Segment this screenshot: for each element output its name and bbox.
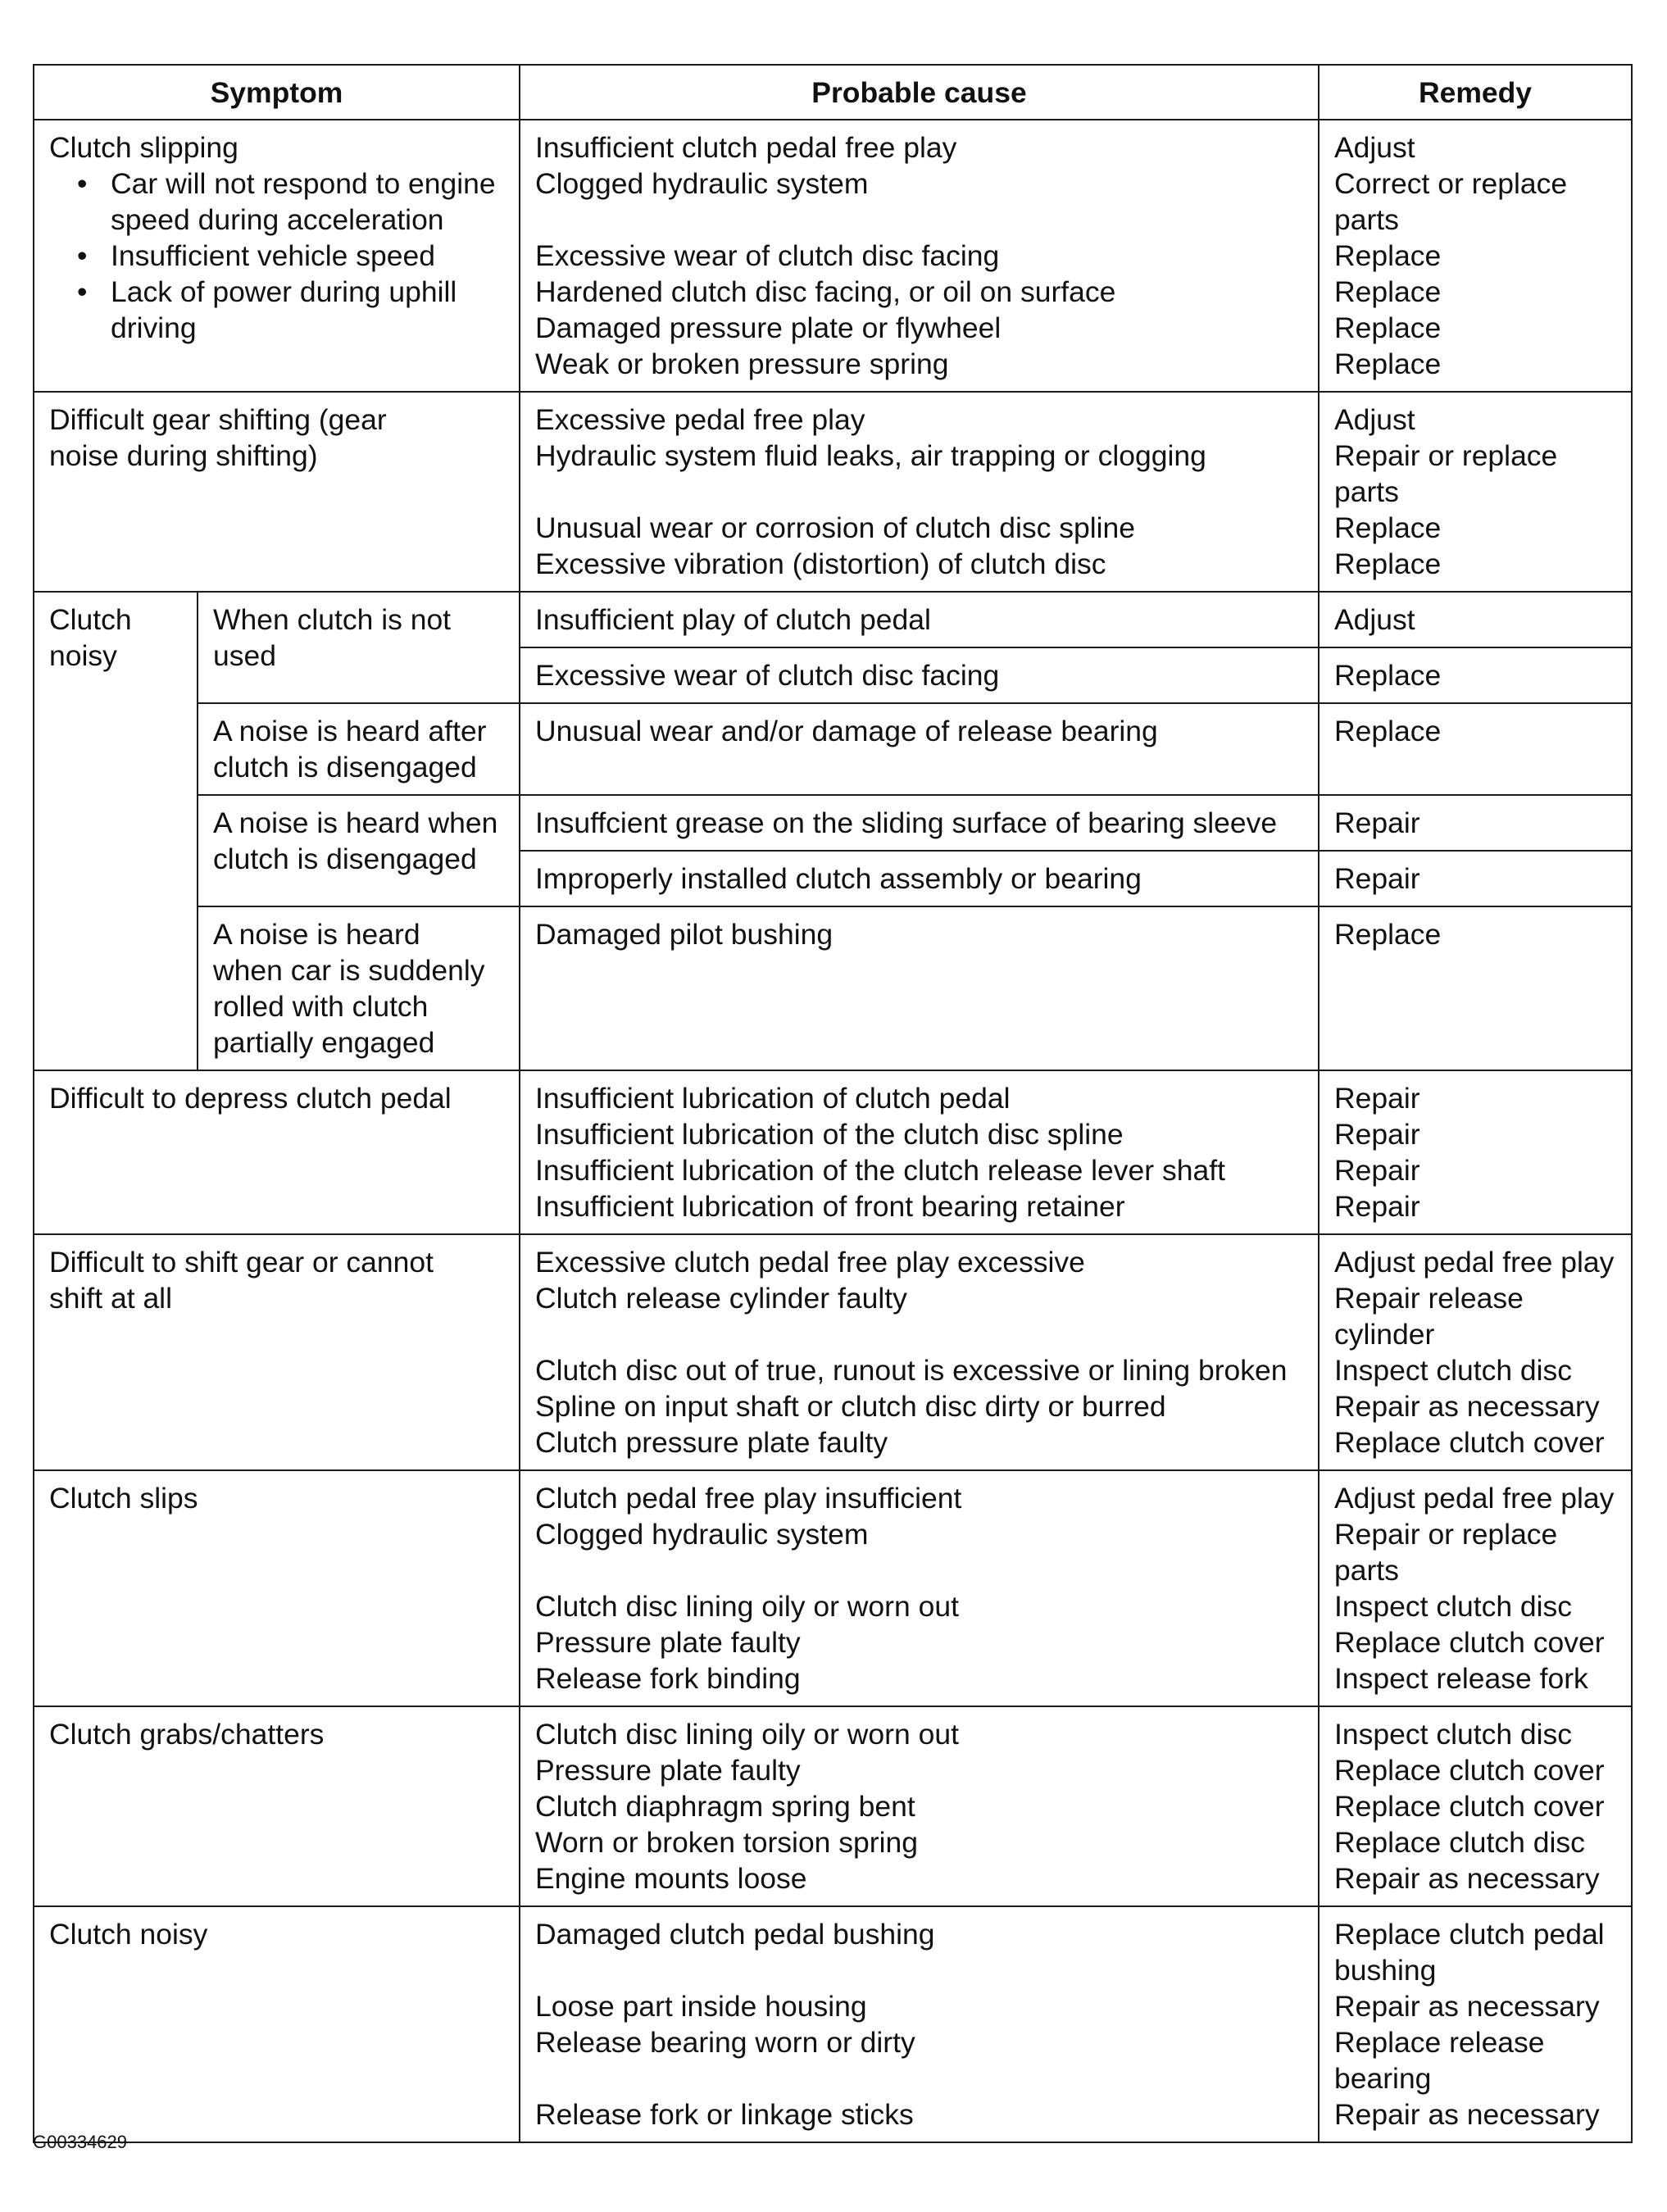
cause-line: Engine mounts loose <box>535 1862 807 1895</box>
header-symptom: Symptom <box>34 65 520 120</box>
remedy-line: Inspect clutch disc <box>1334 1590 1573 1623</box>
cause-line: Pressure plate faulty <box>535 1754 801 1787</box>
spacer <box>535 1952 1303 1988</box>
cause-line: Damaged pressure plate or flywheel <box>535 311 1002 344</box>
remedy-line: Repair <box>1334 1118 1420 1151</box>
cause-cell: Excessive wear of clutch disc facing <box>520 647 1319 703</box>
symptom-line: Difficult to depress clutch pedal <box>49 1082 452 1115</box>
remedy-line: parts <box>1334 475 1399 508</box>
condition-line: clutch is disengaged <box>213 843 477 875</box>
cause-cell: Improperly installed clutch assembly or bearing <box>520 851 1319 906</box>
remedy-cell <box>1319 392 1632 592</box>
header-remedy: Remedy <box>1319 65 1632 120</box>
symptom-line: Clutch <box>49 603 132 636</box>
condition-cell <box>198 592 520 703</box>
cause-cell: Damaged pilot bushing <box>520 906 1319 1070</box>
symptom-cell <box>34 1470 520 1706</box>
remedy-line: Replace clutch cover <box>1334 1790 1605 1823</box>
symptom-bullet-list <box>49 166 504 346</box>
condition-cell <box>198 795 520 906</box>
cause-line: Excessive wear of clutch disc facing <box>535 239 1000 272</box>
remedy-line: cylinder <box>1334 1318 1435 1351</box>
remedy-line: Replace clutch cover <box>1334 1426 1605 1459</box>
table-row-clutch-grabs <box>34 1706 1632 1906</box>
cause-line: Weak or broken pressure spring <box>535 347 949 380</box>
cause-line: Clutch disc lining oily or worn out <box>535 1590 959 1623</box>
remedy-line: Repair release <box>1334 1282 1524 1315</box>
remedy-line: Repair <box>1334 1082 1420 1115</box>
cause-line: Release fork or linkage sticks <box>535 2098 914 2131</box>
remedy-line: Adjust <box>1334 403 1415 436</box>
spacer <box>535 1316 1303 1352</box>
cause-line: Insufficient lubrication of the clutch release lever shaft <box>535 1154 1225 1187</box>
remedy-line: bearing <box>1334 2062 1432 2095</box>
remedy-cell: Replace <box>1319 703 1632 795</box>
spacer <box>535 474 1303 510</box>
remedy-line: Repair as necessary <box>1334 1390 1600 1423</box>
cause-cell: Unusual wear and/or damage of release bearing <box>520 703 1319 795</box>
cause-line: Excessive clutch pedal free play excessive <box>535 1246 1085 1279</box>
cause-line: Clutch release cylinder faulty <box>535 1282 907 1315</box>
remedy-cell <box>1319 1906 1632 2142</box>
symptom-title: Clutch slipping <box>49 131 238 164</box>
remedy-line: Inspect clutch disc <box>1334 1354 1573 1387</box>
cause-cell <box>520 1070 1319 1234</box>
remedy-line: Replace <box>1334 547 1442 580</box>
symptom-line: noisy <box>49 639 117 672</box>
cause-line: Hydraulic system fluid leaks, air trapping or clogging <box>535 439 1206 472</box>
cause-cell <box>520 1706 1319 1906</box>
remedy-cell: Repair <box>1319 851 1632 906</box>
cause-line: Hardened clutch disc facing, or oil on surface <box>535 275 1116 308</box>
bullet-item: • Car will not respond to engine speed during acceleration <box>49 166 504 238</box>
remedy-line: Adjust pedal free play <box>1334 1482 1615 1515</box>
condition-line: rolled with clutch <box>213 990 429 1023</box>
cause-line: Excessive pedal free play <box>535 403 865 436</box>
remedy-line: Inspect release fork <box>1334 1662 1588 1695</box>
condition-cell <box>198 703 520 795</box>
remedy-line: Replace clutch disc <box>1334 1826 1585 1859</box>
remedy-line: Repair as necessary <box>1334 1990 1600 2023</box>
cause-line: Clutch diaphragm spring bent <box>535 1790 915 1823</box>
spacer <box>535 2060 1303 2096</box>
cause-line: Loose part inside housing <box>535 1990 867 2023</box>
table-row-clutch-noisy-2 <box>34 1906 1632 2142</box>
remedy-line: Correct or replace <box>1334 167 1568 200</box>
header-probable-cause: Probable cause <box>520 65 1319 120</box>
cause-line: Pressure plate faulty <box>535 1626 801 1659</box>
remedy-line: Replace <box>1334 239 1442 272</box>
cause-line: Insufficient lubrication of clutch pedal <box>535 1082 1011 1115</box>
table-row-clutch-noisy <box>34 592 1632 647</box>
symptom-cell <box>34 1234 520 1470</box>
symptom-line: Clutch noisy <box>49 1918 208 1951</box>
table-row-clutch-noisy-sub <box>34 703 1632 795</box>
condition-line: clutch is disengaged <box>213 751 477 784</box>
symptom-cell <box>34 1906 520 2142</box>
cause-line: Clutch pressure plate faulty <box>535 1426 888 1459</box>
table-row-clutch-slipping <box>34 120 1632 392</box>
spacer <box>535 202 1303 238</box>
header-row <box>34 65 1632 120</box>
remedy-line: Adjust pedal free play <box>1334 1246 1615 1279</box>
cause-line: Clogged hydraulic system <box>535 1518 869 1551</box>
figure-code: G00334629 <box>33 2132 127 2152</box>
remedy-line: Repair as necessary <box>1334 2098 1600 2131</box>
cause-cell <box>520 392 1319 592</box>
remedy-line: Repair <box>1334 1154 1420 1187</box>
cause-line: Clutch disc lining oily or worn out <box>535 1718 959 1751</box>
bullet-item: • Insufficient vehicle speed <box>49 238 504 274</box>
cause-line: Clutch pedal free play insufficient <box>535 1482 962 1515</box>
remedy-line: bushing <box>1334 1954 1437 1987</box>
cause-line: Release bearing worn or dirty <box>535 2026 915 2059</box>
condition-line: A noise is heard <box>213 918 420 951</box>
table-row-clutch-noisy-sub <box>34 795 1632 851</box>
remedy-cell: Replace <box>1319 647 1632 703</box>
cause-cell <box>520 1470 1319 1706</box>
cause-line: Worn or broken torsion spring <box>535 1826 918 1859</box>
symptom-cell <box>34 392 520 592</box>
condition-line: partially engaged <box>213 1026 435 1059</box>
symptom-line: noise during shifting) <box>49 439 318 472</box>
remedy-cell: Replace <box>1319 906 1632 1070</box>
cause-line: Release fork binding <box>535 1662 801 1695</box>
table-row-clutch-slips <box>34 1470 1632 1706</box>
condition-line: When clutch is not <box>213 603 452 636</box>
condition-line: used <box>213 639 276 672</box>
bullet-item: • Lack of power during uphill driving <box>49 274 504 346</box>
condition-line: A noise is heard when <box>213 806 498 839</box>
symptom-cell <box>34 120 520 392</box>
condition-line: when car is suddenly <box>213 954 485 987</box>
symptom-cell <box>34 592 198 1070</box>
table-row-difficult-gear-shifting <box>34 392 1632 592</box>
remedy-line: Replace <box>1334 311 1442 344</box>
symptom-line: Difficult to shift gear or cannot <box>49 1246 434 1279</box>
symptom-cell <box>34 1706 520 1906</box>
symptom-line: Difficult gear shifting (gear <box>49 403 387 436</box>
symptom-line: Clutch grabs/chatters <box>49 1718 325 1751</box>
table-row-difficult-to-shift <box>34 1234 1632 1470</box>
remedy-line: Repair as necessary <box>1334 1862 1600 1895</box>
remedy-cell: Repair <box>1319 795 1632 851</box>
cause-cell <box>520 1234 1319 1470</box>
remedy-line: Replace clutch cover <box>1334 1626 1605 1659</box>
cause-line: Excessive vibration (distortion) of clutch disc <box>535 547 1106 580</box>
cause-cell <box>520 120 1319 392</box>
cause-line: Damaged clutch pedal bushing <box>535 1918 935 1951</box>
remedy-cell <box>1319 1706 1632 1906</box>
remedy-line: Adjust <box>1334 131 1415 164</box>
table-row-difficult-to-depress <box>34 1070 1632 1234</box>
cause-line: Spline on input shaft or clutch disc dirty or burred <box>535 1390 1166 1423</box>
remedy-line: Replace release <box>1334 2026 1545 2059</box>
cause-line: Insufficient lubrication of the clutch disc spline <box>535 1118 1124 1151</box>
spacer <box>535 1552 1303 1588</box>
remedy-line: parts <box>1334 1554 1399 1587</box>
symptom-line: Clutch slips <box>49 1482 198 1515</box>
condition-line: A noise is heard after <box>213 715 487 747</box>
symptom-line: shift at all <box>49 1282 172 1315</box>
remedy-line: Replace clutch cover <box>1334 1754 1605 1787</box>
remedy-line: Repair or replace <box>1334 439 1558 472</box>
cause-line: Insufficient lubrication of front bearing retainer <box>535 1190 1125 1223</box>
troubleshooting-table <box>33 64 1633 2143</box>
remedy-cell <box>1319 1070 1632 1234</box>
remedy-line: Repair <box>1334 1190 1420 1223</box>
cause-cell <box>520 1906 1319 2142</box>
remedy-cell <box>1319 1470 1632 1706</box>
cause-line: Clogged hydraulic system <box>535 167 869 200</box>
remedy-cell <box>1319 120 1632 392</box>
remedy-line: Replace <box>1334 275 1442 308</box>
remedy-line: Replace clutch pedal <box>1334 1918 1605 1951</box>
remedy-line: Inspect clutch disc <box>1334 1718 1573 1751</box>
remedy-cell: Adjust <box>1319 592 1632 647</box>
cause-line: Unusual wear or corrosion of clutch disc spline <box>535 511 1136 544</box>
remedy-line: Replace <box>1334 511 1442 544</box>
remedy-cell <box>1319 1234 1632 1470</box>
cause-cell: Insufficient play of clutch pedal <box>520 592 1319 647</box>
remedy-line: Replace <box>1334 347 1442 380</box>
condition-cell <box>198 906 520 1070</box>
symptom-cell <box>34 1070 520 1234</box>
cause-line: Clutch disc out of true, runout is excessive or lining broken <box>535 1354 1288 1387</box>
cause-cell: Insuffcient grease on the sliding surface of bearing sleeve <box>520 795 1319 851</box>
table-row-clutch-noisy-sub <box>34 906 1632 1070</box>
remedy-line: parts <box>1334 203 1399 236</box>
cause-line: Insufficient clutch pedal free play <box>535 131 957 164</box>
remedy-line: Repair or replace <box>1334 1518 1558 1551</box>
